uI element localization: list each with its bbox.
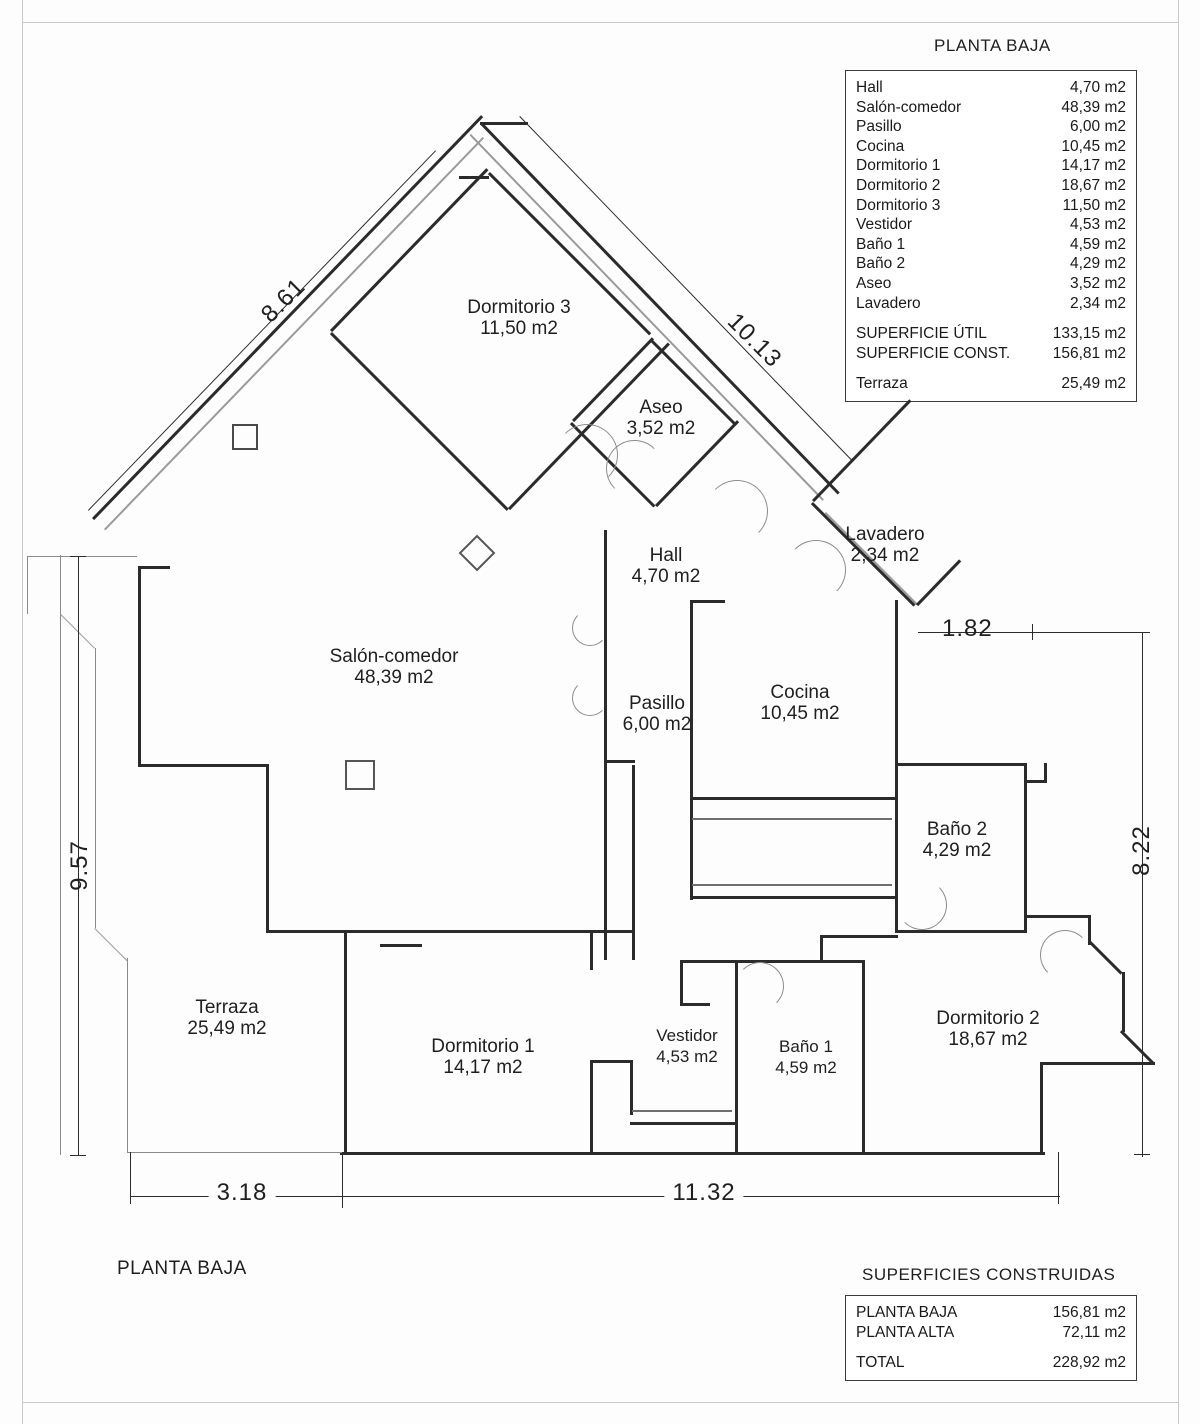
sheet-border-right <box>1178 0 1179 1424</box>
sheet-border-top <box>22 22 1179 23</box>
built-value: 72,11 m2 <box>1062 1323 1126 1341</box>
wall-right-chamfer-lower <box>1120 1030 1155 1065</box>
wall-cocina-counter-lower <box>692 884 892 886</box>
dimension-left-side: 9.57 <box>65 840 93 891</box>
wall-dorm1-closet-jog <box>590 1060 632 1063</box>
room-label-hall <box>632 545 701 587</box>
room-name: Pasillo <box>629 693 685 714</box>
area-name: Baño 2 <box>856 255 906 273</box>
area-value: 4,53 m2 <box>1069 216 1126 234</box>
wall-right-chamfer-upper <box>1088 940 1123 975</box>
room-area: 18,67 m2 <box>948 1029 1028 1050</box>
dimline-right-ext-top <box>1036 632 1146 633</box>
room-label-bano-1 <box>775 1036 836 1078</box>
wall-jog-left-facade <box>232 424 258 450</box>
room-area: 4,29 m2 <box>922 840 992 861</box>
door-lavadero <box>706 480 768 542</box>
room-name: Hall <box>649 545 683 566</box>
dimline-upper-left <box>88 150 436 510</box>
area-value: 18,67 m2 <box>1061 176 1126 194</box>
wall-pasillo-joint <box>604 760 635 763</box>
wall-vestidor-left <box>630 1060 633 1115</box>
room-area: 6,00 m2 <box>622 714 692 735</box>
table-row <box>846 156 1136 176</box>
room-label-aseo <box>627 397 696 439</box>
terrace-outline-chamfer-bottom <box>94 928 127 961</box>
area-value: 4,29 m2 <box>1069 255 1126 273</box>
wall-cocina-counter <box>692 818 892 820</box>
wall-bottom-main <box>340 1152 1045 1155</box>
door-window-right <box>1040 930 1090 980</box>
area-name: Pasillo <box>856 118 902 136</box>
wall-vestidor-outer-left <box>680 960 683 1005</box>
table-row <box>846 117 1136 137</box>
built-name: PLANTA BAJA <box>856 1304 958 1321</box>
door-salon-2 <box>572 680 608 716</box>
area-value: 11,50 m2 <box>1062 196 1126 214</box>
room-label-dormitorio-3 <box>467 297 570 339</box>
dimension-right-small: 1.82 <box>942 615 993 642</box>
area-name: Aseo <box>856 274 892 292</box>
room-name: Baño 2 <box>926 819 988 840</box>
built-table <box>845 1295 1137 1381</box>
wall-hall-right <box>604 530 607 765</box>
wall-lavadero-right <box>916 559 961 606</box>
room-area: 4,70 m2 <box>631 566 701 587</box>
table-row <box>846 1323 1136 1343</box>
dimension-upper-left: 8.61 <box>255 273 311 328</box>
area-value: 14,17 m2 <box>1061 157 1126 175</box>
area-name: Cocina <box>856 137 905 155</box>
door-lavadero-2 <box>786 540 846 600</box>
terrace-outline-mid <box>95 648 96 928</box>
wall-dorm1-top-jog <box>380 944 422 947</box>
wall-vestidor-jog <box>680 1003 710 1006</box>
wall-dorm2-upper-jog <box>820 935 898 938</box>
area-name: Lavadero <box>856 294 921 312</box>
built-value: 156,81 m2 <box>1052 1304 1126 1321</box>
dimtick-left-bottom <box>70 1155 86 1156</box>
dim-ext-bottom-left <box>130 1152 131 1202</box>
room-name: Dormitorio 3 <box>467 297 571 318</box>
door-aseo-2 <box>606 440 663 497</box>
room-label-cocina <box>760 682 839 724</box>
room-name: Aseo <box>639 397 683 418</box>
wall-lavadero-top <box>812 399 911 502</box>
room-name: Cocina <box>770 682 830 703</box>
door-salon-1 <box>572 610 608 646</box>
table-row <box>846 215 1136 235</box>
room-label-bano-2 <box>923 819 992 861</box>
terrace-value: 25,49 m2 <box>1061 375 1126 393</box>
area-name: Dormitorio 1 <box>856 157 941 175</box>
room-name: Baño 1 <box>779 1037 833 1056</box>
door-bano2 <box>897 880 947 930</box>
table-row <box>846 196 1136 216</box>
wall-cocina-bottom-2 <box>690 896 895 899</box>
wall-dorm3-lower-left <box>330 332 509 511</box>
wall-jog-apex <box>459 176 489 179</box>
area-name: Dormitorio 3 <box>856 196 941 214</box>
room-name: Lavadero <box>845 524 925 545</box>
room-name: Dormitorio 1 <box>431 1036 535 1057</box>
table-row-total <box>846 1353 1136 1373</box>
terrace-outline-left <box>60 555 61 1155</box>
symbol-square <box>345 760 375 790</box>
built-name: PLANTA ALTA <box>856 1323 955 1341</box>
wall-cocina-left <box>690 600 693 900</box>
wall-vestidor-bottom <box>630 1122 735 1125</box>
room-area: 2,34 m2 <box>850 545 920 566</box>
wall-right-bottom-jog <box>1040 1062 1155 1065</box>
table-row-total <box>846 344 1136 364</box>
area-value: 6,00 m2 <box>1069 118 1126 136</box>
room-area: 14,17 m2 <box>443 1057 523 1078</box>
room-label-dormitorio-2 <box>936 1008 1039 1050</box>
door-bano1 <box>736 962 784 1010</box>
built-total-value: 228,92 m2 <box>1052 1354 1126 1372</box>
wall-right-jog-3 <box>1044 763 1047 783</box>
dim-ext-bottom-right <box>1058 1152 1059 1202</box>
wall-diagonal-upper-left-outer <box>92 115 483 520</box>
table-row-total <box>846 324 1136 344</box>
wall-vestidor-bottom-thin <box>632 1110 732 1112</box>
area-value: 48,39 m2 <box>1061 98 1126 116</box>
wall-dorm2-right <box>1040 1062 1043 1154</box>
room-area: 25,49 m2 <box>187 1018 267 1039</box>
wall-apex-top <box>480 122 528 125</box>
wall-dorm1-left <box>344 930 347 1155</box>
dimension-bottom-left: 3.18 <box>209 1182 276 1203</box>
dimtick-right-bottom <box>1134 1154 1150 1155</box>
table-row <box>846 294 1136 314</box>
terrace-outline-top-left <box>27 556 28 614</box>
areas-table <box>845 70 1137 402</box>
dimension-right-side: 8.22 <box>1127 825 1155 876</box>
room-label-terraza <box>187 997 266 1039</box>
room-label-lavadero <box>845 524 924 566</box>
area-value: 3,52 m2 <box>1069 274 1126 292</box>
wall-bano1-top <box>680 960 820 963</box>
title-planta-baja-bottom: PLANTA BAJA <box>117 1258 247 1279</box>
total-name: SUPERFICIE CONST. <box>856 344 1011 362</box>
room-name: Terraza <box>195 997 259 1018</box>
room-area: 4,59 m2 <box>775 1058 837 1077</box>
table-row <box>846 274 1136 294</box>
room-area: 10,45 m2 <box>760 703 840 724</box>
area-name: Salón-comedor <box>856 98 962 116</box>
room-name: Vestidor <box>656 1026 718 1045</box>
table-row <box>846 78 1136 98</box>
area-name: Baño 1 <box>856 235 906 253</box>
wall-right-jog-1 <box>1024 780 1046 783</box>
terrace-outline-lower <box>127 958 128 1153</box>
wall-cocina-left-top <box>690 600 725 603</box>
dimtick-right-small <box>1032 624 1033 640</box>
wall-right-lower-vertical <box>1122 972 1125 1032</box>
area-value: 4,59 m2 <box>1069 235 1126 253</box>
built-table-title: SUPERFICIES CONSTRUIDAS <box>862 1265 1116 1284</box>
room-area: 11,50 m2 <box>480 318 558 339</box>
sheet-border-left <box>22 0 23 1424</box>
room-area: 4,53 m2 <box>656 1047 718 1066</box>
built-total-name: TOTAL <box>856 1354 905 1372</box>
wall-dorm2-top-vert <box>820 935 823 963</box>
wall-left-mid-jog <box>138 764 268 767</box>
symbol-diamond <box>459 535 496 572</box>
room-area: 48,39 m2 <box>354 667 434 688</box>
table-row <box>846 254 1136 274</box>
area-value: 10,45 m2 <box>1061 137 1126 155</box>
dimension-upper-right: 10.13 <box>721 307 788 374</box>
dimline-right-side <box>1142 632 1143 1157</box>
wall-right-upper <box>895 600 898 765</box>
wall-left-upper <box>138 566 141 766</box>
room-label-dormitorio-1 <box>431 1036 534 1078</box>
area-value: 2,34 m2 <box>1069 294 1126 312</box>
wall-left-top-jog <box>138 566 170 569</box>
room-label-vestidor <box>656 1025 717 1067</box>
table-row <box>846 235 1136 255</box>
sheet-border-bottom <box>22 1402 1179 1403</box>
table-row <box>846 137 1136 157</box>
wall-diagonal-upper-left-inner <box>104 137 484 530</box>
area-name: Dormitorio 2 <box>856 176 941 194</box>
total-name: SUPERFICIE ÚTIL <box>856 325 987 343</box>
wall-dorm2-top-jog <box>820 960 864 963</box>
wall-bano2-bottom <box>895 930 1027 933</box>
table-row <box>846 176 1136 196</box>
dimension-bottom-right: 11.32 <box>664 1182 743 1203</box>
area-name: Hall <box>856 79 883 96</box>
area-name: Vestidor <box>856 216 913 234</box>
wall-cocina-bottom <box>690 797 895 800</box>
wall-bano1-right <box>862 960 865 1152</box>
table-row-terrace <box>846 374 1136 394</box>
terrace-outline-bottom <box>127 1152 342 1153</box>
total-value: 156,81 m2 <box>1052 344 1126 362</box>
wall-right-jog-2 <box>1024 915 1090 918</box>
wall-bano2-right <box>1024 763 1027 933</box>
room-area: 3,52 m2 <box>626 418 696 439</box>
area-value: 4,70 m2 <box>1069 79 1126 96</box>
wall-bano2-top <box>895 763 1027 766</box>
room-name: Dormitorio 2 <box>936 1008 1040 1029</box>
dimtick-left-top <box>70 556 86 557</box>
table-row <box>846 1303 1136 1323</box>
wall-dorm1-right-upper <box>590 930 593 970</box>
dim-ext-bottom-mid <box>342 1152 343 1202</box>
room-label-pasillo <box>623 693 692 735</box>
wall-dorm1-right-lower <box>590 1060 593 1155</box>
table-row <box>846 98 1136 118</box>
room-label-salon-comedor <box>330 646 459 688</box>
terrace-name: Terraza <box>856 375 908 393</box>
wall-salon-left-lower <box>266 764 269 932</box>
title-planta-baja-top: PLANTA BAJA <box>934 36 1051 55</box>
room-name: Salón-comedor <box>329 646 459 667</box>
total-value: 133,15 m2 <box>1052 325 1126 343</box>
wall-salon-bottom-jog <box>266 930 346 933</box>
